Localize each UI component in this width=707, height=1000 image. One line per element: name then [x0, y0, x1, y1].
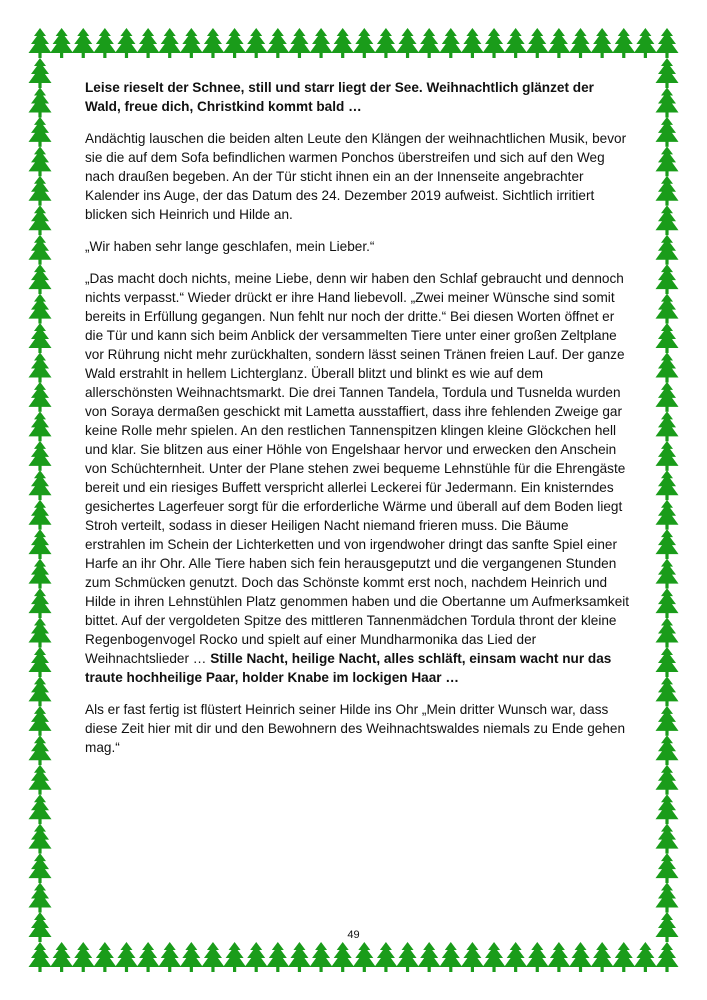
fir-tree-icon — [656, 500, 679, 530]
fir-tree-icon — [656, 294, 679, 324]
fir-tree-icon — [29, 853, 52, 883]
fir-tree-icon — [29, 58, 52, 88]
fir-tree-icon — [526, 942, 549, 972]
fir-tree-icon — [115, 942, 138, 972]
fir-tree-icon — [656, 824, 679, 854]
fir-tree-icon — [656, 264, 679, 294]
fir-tree-icon — [547, 942, 570, 972]
fir-tree-icon — [29, 794, 52, 824]
fir-tree-icon — [656, 117, 679, 147]
fir-tree-icon — [29, 323, 52, 353]
fir-tree-icon — [288, 942, 311, 972]
fir-tree-icon — [656, 470, 679, 500]
fir-tree-icon — [461, 28, 484, 58]
fir-tree-icon — [656, 735, 679, 765]
fir-tree-icon — [591, 942, 614, 972]
fir-tree-icon — [656, 853, 679, 883]
fir-tree-icon — [483, 28, 506, 58]
paragraph-text: „Das macht doch nichts, meine Liebe, denn wir haben den Schlaf gebraucht und dennoch nichts verpasst.“ Wieder drückt er ihre Hand liebevoll. „Zwei meiner Wünsche sind somit bereits in Erfüllung gegangen. Nun fehlt nur noch der dritte.“ Bei diesen Worten öffnet er die Tür und kann sich beim Anblick der versammelten Tiere unter einer großen Zeltplane vor Rührung nicht mehr zurückhalten, sondern lässt seinen Tränen freien Lauf. Der ganze Wald erstrahlt in hellem Lichterglanz. Überall blitzt und blinkt es wie auf dem allerschönsten Weihnachtsmarkt. Die drei Tannen Tandela, Tordula und Tusnelda wurden von Soraya dermaßen geschickt mit Lametta ausstaffiert, dass ihre fehlenden Zweige gar keine Rolle mehr spielen. An den restlichen Tannenspitzen klingen kleine Glöckchen hell und klar. Sie blitzen aus einer Höhle von Engelshaar hervor und erwecken den Anschein von Schüchternheit. Unter der Plane stehen zwei bequeme Lehnstühle für die Ehrengäste bereit und ein riesiges Buffett verspricht allerlei Leckerei für Jedermann. Ein knisterndes gesichertes Lagerfeuer sorgt für die erforderliche Wärme und überall auf dem Boden liegt Stroh verteilt, sodass in dieser Heiligen Nacht niemand frieren muss. Die Bäume erstrahlen im Schein der Lichterketten und von irgendwoher dringt das sanfte Spiel einer Harfe an ihr Ohr. Alle Tiere haben sich fein herausgeputzt und die vergangenen Stunden zum Schmücken genutzt. Doch das Schönste kommt erst noch, nachdem Heinrich und Hilde in ihren Lehnstühlen Platz genommen haben und die Obertanne um Aufmerksamkeit bittet. Auf der vergoldeten Spitze des mittleren Tannenmädchen Tordula thront der kleine Regenbogenvogel Rocko und spielt auf einer Mundharmonika das Lied der Weihnachtslieder … — [85, 271, 630, 666]
fir-tree-icon — [93, 28, 116, 58]
fir-tree-icon — [223, 942, 246, 972]
paragraph: „Wir haben sehr lange geschlafen, mein Lieber.“ — [85, 239, 375, 254]
fir-tree-icon — [158, 28, 181, 58]
fir-tree-icon — [483, 942, 506, 972]
fir-tree-icon — [656, 352, 679, 382]
fir-tree-icon — [93, 942, 116, 972]
fir-tree-icon — [29, 942, 52, 972]
fir-tree-icon — [656, 942, 679, 972]
fir-tree-icon — [29, 146, 52, 176]
fir-tree-icon — [29, 559, 52, 589]
fir-tree-icon — [72, 28, 95, 58]
fir-tree-icon — [29, 87, 52, 117]
fir-tree-icon — [418, 28, 441, 58]
fir-tree-icon — [158, 942, 181, 972]
fir-tree-icon — [569, 942, 592, 972]
fir-tree-icon — [656, 28, 679, 58]
fir-tree-icon — [29, 411, 52, 441]
fir-tree-icon — [439, 28, 462, 58]
fir-tree-icon — [29, 441, 52, 471]
fir-tree-icon — [29, 176, 52, 206]
fir-tree-icon — [29, 765, 52, 795]
fir-tree-icon — [656, 765, 679, 795]
fir-tree-icon — [137, 942, 160, 972]
paragraph — [85, 269, 630, 687]
fir-tree-icon — [245, 28, 268, 58]
fir-tree-icon — [656, 58, 679, 88]
fir-tree-icon — [29, 352, 52, 382]
fir-tree-icon — [634, 942, 657, 972]
intro-verse: Leise rieselt der Schnee, still und starr liegt der See. Weihnachtlich glänzet der Wald, freue dich, Christkind kommt bald … — [85, 80, 594, 114]
story-text — [85, 78, 630, 770]
paragraph: Andächtig lauschen die beiden alten Leute den Klängen der weihnachtlichen Musik, bevor sie die auf dem Sofa befindlichen warmen Ponchos überstreifen und sich auf den Weg nach draußen begeben. An der Tür sticht ihnen ein an der Innenseite angebrachter Kalender ins Auge, der das Datum des 24. Dezember 2019 aufweist. Sichtlich irritiert blicken sich Heinrich und Hilde an. — [85, 131, 627, 222]
fir-tree-icon — [288, 28, 311, 58]
fir-tree-icon — [353, 28, 376, 58]
fir-tree-icon — [656, 618, 679, 648]
fir-tree-icon — [656, 441, 679, 471]
paragraph: Als er fast fertig ist flüstert Heinrich seiner Hilde ins Ohr „Mein dritter Wunsch war, dass diese Zeit hier mit dir und den Bewohnern des Weihnachtswaldes niemals zu Ende gehen mag.“ — [85, 702, 626, 755]
fir-tree-icon — [612, 28, 635, 58]
fir-tree-icon — [374, 28, 397, 58]
fir-tree-icon — [439, 942, 462, 972]
fir-tree-icon — [223, 28, 246, 58]
fir-tree-icon — [201, 28, 224, 58]
fir-tree-icon — [29, 28, 52, 58]
fir-tree-icon — [29, 117, 52, 147]
fir-tree-icon — [245, 942, 268, 972]
fir-tree-icon — [656, 529, 679, 559]
fir-tree-icon — [569, 28, 592, 58]
fir-tree-icon — [526, 28, 549, 58]
fir-tree-icon — [29, 647, 52, 677]
fir-tree-icon — [29, 294, 52, 324]
fir-tree-icon — [137, 28, 160, 58]
fir-tree-icon — [50, 942, 73, 972]
fir-tree-icon — [29, 470, 52, 500]
fir-tree-icon — [656, 411, 679, 441]
fir-tree-icon — [396, 28, 419, 58]
fir-tree-icon — [656, 794, 679, 824]
fir-tree-icon — [656, 205, 679, 235]
song-lyrics: Stille Nacht, heilige Nacht, alles schläft, einsam wacht nur das traute hochheilige Paar, holder Knabe im lockigen Haar … — [85, 651, 612, 685]
fir-tree-icon — [656, 883, 679, 913]
fir-tree-icon — [331, 942, 354, 972]
fir-tree-icon — [29, 264, 52, 294]
fir-tree-icon — [72, 942, 95, 972]
fir-tree-icon — [180, 28, 203, 58]
fir-tree-icon — [29, 824, 52, 854]
fir-tree-icon — [656, 706, 679, 736]
fir-tree-icon — [331, 28, 354, 58]
fir-tree-icon — [504, 942, 527, 972]
fir-tree-icon — [29, 676, 52, 706]
fir-tree-icon — [201, 942, 224, 972]
fir-tree-icon — [656, 676, 679, 706]
fir-tree-icon — [29, 706, 52, 736]
fir-tree-icon — [310, 942, 333, 972]
fir-tree-icon — [612, 942, 635, 972]
fir-tree-icon — [266, 28, 289, 58]
fir-tree-icon — [504, 28, 527, 58]
fir-tree-icon — [418, 942, 441, 972]
fir-tree-icon — [50, 28, 73, 58]
fir-tree-icon — [656, 87, 679, 117]
fir-tree-icon — [353, 942, 376, 972]
fir-tree-icon — [29, 735, 52, 765]
fir-tree-icon — [656, 559, 679, 589]
fir-tree-icon — [656, 235, 679, 265]
fir-tree-icon — [115, 28, 138, 58]
fir-tree-icon — [396, 942, 419, 972]
fir-tree-icon — [374, 942, 397, 972]
fir-tree-icon — [656, 382, 679, 412]
fir-tree-icon — [656, 323, 679, 353]
fir-tree-icon — [29, 618, 52, 648]
fir-tree-icon — [591, 28, 614, 58]
fir-tree-icon — [547, 28, 570, 58]
fir-tree-icon — [29, 883, 52, 913]
fir-tree-icon — [180, 942, 203, 972]
fir-tree-icon — [656, 588, 679, 618]
fir-tree-icon — [310, 28, 333, 58]
fir-tree-icon — [656, 647, 679, 677]
fir-tree-icon — [29, 382, 52, 412]
fir-tree-icon — [266, 942, 289, 972]
fir-tree-icon — [29, 588, 52, 618]
fir-tree-icon — [656, 176, 679, 206]
page-number: 49 — [347, 929, 360, 941]
fir-tree-icon — [461, 942, 484, 972]
fir-tree-icon — [656, 146, 679, 176]
fir-tree-icon — [29, 205, 52, 235]
fir-tree-icon — [634, 28, 657, 58]
fir-tree-icon — [29, 500, 52, 530]
fir-tree-icon — [29, 529, 52, 559]
fir-tree-icon — [29, 235, 52, 265]
